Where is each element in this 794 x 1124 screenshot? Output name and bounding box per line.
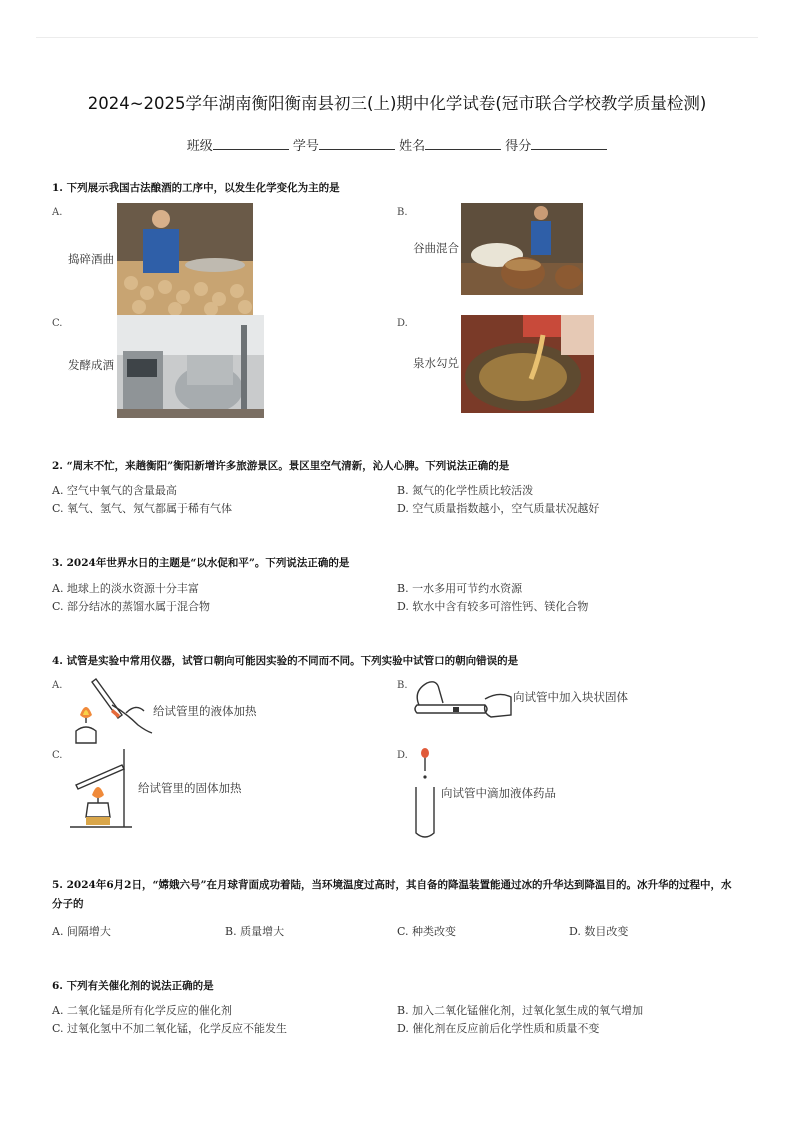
q4-dropping-liquid-diagram [410,745,440,843]
q1-photo-fermentation [117,315,264,418]
q1-option-a-letter: A. [52,207,63,218]
q6-option-a[interactable]: A. 二氧化锰是所有化学反应的催化剂 [52,1004,232,1017]
q4-heating-solid-diagram [66,745,136,831]
question-3-stem: 3. 2024年世界水日的主题是“以水促和平”。下列说法正确的是 [52,557,350,569]
q4-option-a-caption: 给试管里的液体加热 [153,704,257,718]
q3-option-a[interactable]: A. 地球上的淡水资源十分丰富 [52,582,199,595]
q4-option-d-caption: 向试管中滴加液体药品 [441,786,556,800]
q6-option-c[interactable]: C. 过氧化氢中不加二氧化锰，化学反应不能发生 [52,1022,288,1035]
q5-option-d[interactable]: D. 数目改变 [569,925,629,938]
question-5-stem: 5. 2024年6月2日，“嫦娥六号”在月球背面成功着陆，当环境温度过高时，其自备的降温装置能通过冰的升华达到降温目的。冰升华的过程中，水分子的 [52,879,732,910]
q3-option-b[interactable]: B. 一水多用可节约水资源 [397,582,523,595]
q1-option-d-letter: D. [397,318,408,329]
q6-option-d[interactable]: D. 催化剂在反应前后化学性质和质量不变 [397,1022,600,1035]
q1-option-b-caption: 谷曲混合 [413,241,459,255]
name-blank [425,138,501,150]
question-6-stem: 6. 下列有关催化剂的说法正确的是 [52,980,214,992]
number-blank [319,138,395,150]
class-blank [213,138,289,150]
q1-option-c-letter: C. [52,318,63,329]
q4-option-b-letter: B. [397,680,408,691]
score-blank [531,138,607,150]
q1-option-a-caption: 捣碎酒曲 [68,252,114,266]
q4-adding-solid-diagram [413,675,515,719]
q1-photo-mixing-grain [461,203,583,295]
name-label: 姓名 [399,139,426,154]
q4-option-c-letter: C. [52,750,63,761]
question-1-stem: 1. 下列展示我国古法酿酒的工序中，以发生化学变化为主的是 [52,182,340,194]
q1-option-b-letter: B. [397,207,408,218]
q5-option-c[interactable]: C. 种类改变 [397,925,457,938]
q5-option-b[interactable]: B. 质量增大 [225,925,285,938]
q1-photo-crushing-yeast [117,203,253,315]
q1-option-d-caption: 泉水勾兑 [413,356,459,370]
question-4-stem: 4. 试管是实验中常用仪器，试管口朝向可能因实验的不同而不同。下列实验中试管口的朝向错误的是 [52,655,519,667]
q4-option-d-letter: D. [397,750,408,761]
q4-option-c-caption: 给试管里的固体加热 [138,781,242,795]
q2-option-b[interactable]: B. 氮气的化学性质比较活泼 [397,484,534,497]
header-divider [36,37,758,38]
q2-option-c[interactable]: C. 氧气、氢气、氖气都属于稀有气体 [52,502,233,515]
q3-option-d[interactable]: D. 软水中含有较多可溶性钙、镁化合物 [397,600,589,613]
score-label: 得分 [505,139,532,154]
q2-option-d[interactable]: D. 空气质量指数越小，空气质量状况越好 [397,502,600,515]
q4-heating-liquid-diagram [66,673,156,749]
student-info-line [0,135,794,154]
q1-option-c-caption: 发酵成酒 [68,358,114,372]
number-label: 学号 [292,139,319,154]
class-label: 班级 [186,139,213,154]
q5-option-a[interactable]: A. 间隔增大 [52,925,111,938]
q4-option-a-letter: A. [52,680,63,691]
q3-option-c[interactable]: C. 部分结冰的蒸馏水属于混合物 [52,600,211,613]
q1-photo-blending-water [461,315,594,413]
q6-option-b[interactable]: B. 加入二氧化锰催化剂，过氧化氢生成的氧气增加 [397,1004,644,1017]
q4-option-b-caption: 向试管中加入块状固体 [513,690,628,704]
page-title: 2024~2025学年湖南衡阳衡南县初三(上)期中化学试卷(冠市联合学校教学质量检测) [87,94,707,113]
question-2-stem: 2. “周末不忙，来趟衡阳”衡阳新增许多旅游景区。景区里空气清新，沁人心脾。下列说法正确的是 [52,460,510,472]
q2-option-a[interactable]: A. 空气中氧气的含量最高 [52,484,177,497]
